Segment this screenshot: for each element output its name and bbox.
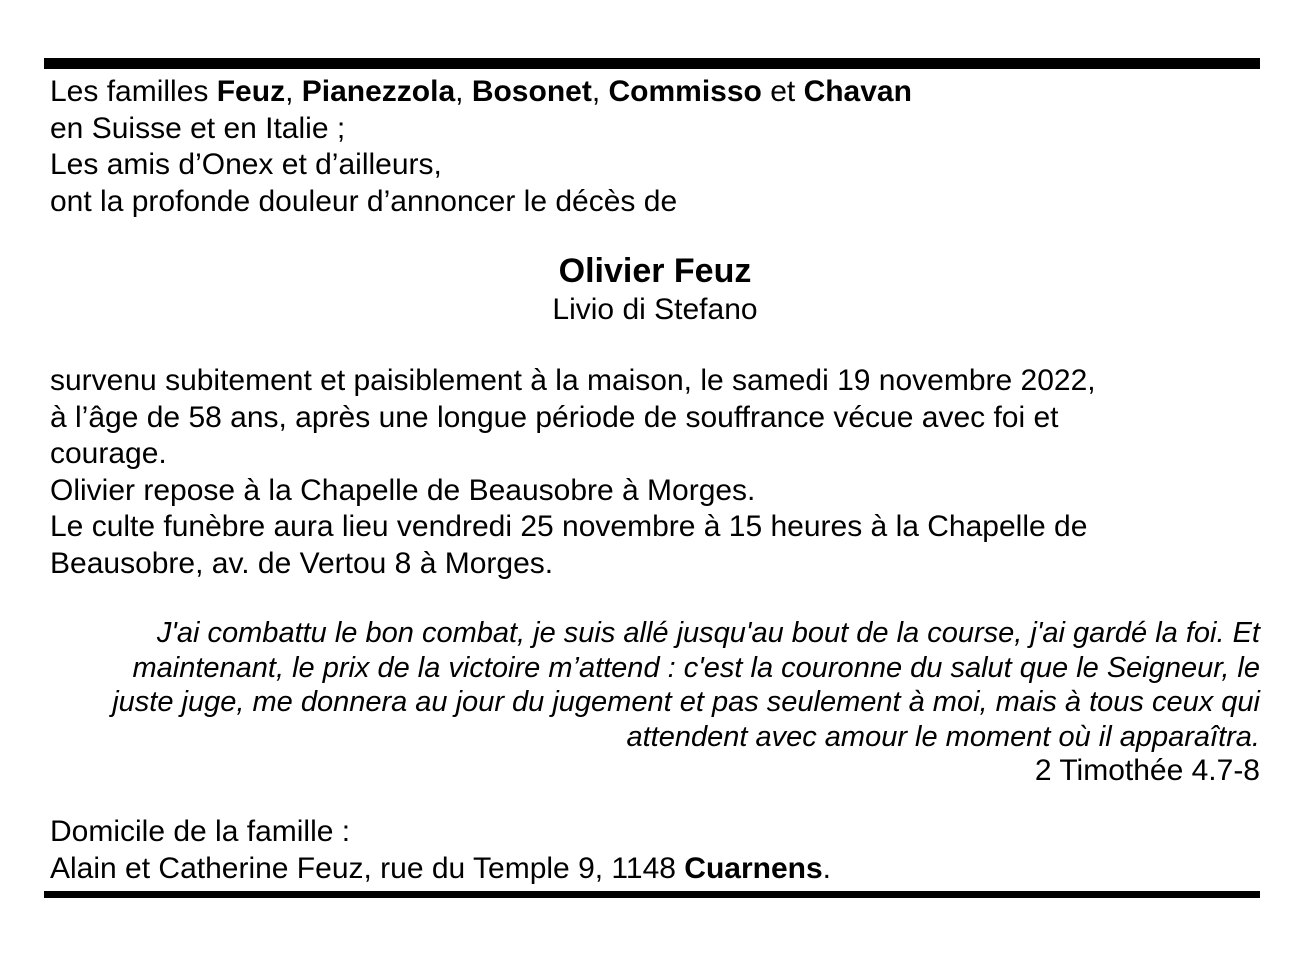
intro-friends-line: Les amis d’Onex et d’ailleurs, — [50, 148, 442, 182]
address-text: Alain et Catherine Feuz, rue du Temple 9, 1148 — [50, 851, 685, 885]
separator: , — [455, 75, 472, 108]
family-address — [50, 851, 831, 888]
details-line: survenu subitement et paisiblement à la maison, le samedi 19 novembre 2022, — [50, 364, 1096, 397]
bottom-rule — [44, 891, 1260, 898]
intro-announce-line: ont la profonde douleur d’annoncer le décès de — [50, 184, 678, 218]
deceased-filiation: Livio di Stefano — [552, 293, 758, 326]
details-line: Olivier repose à la Chapelle de Beausobre à Morges. — [50, 473, 756, 507]
family-name-chavan: Chavan — [803, 75, 912, 108]
details-line: courage. — [50, 437, 167, 471]
family-address-label: Domicile de la famille : — [50, 815, 351, 848]
address-period: . — [822, 851, 831, 885]
bible-quote — [50, 616, 1260, 789]
separator: , — [285, 75, 302, 108]
separator: , — [591, 75, 609, 108]
top-rule — [44, 58, 1260, 69]
details-line: à l’âge de 58 ans, après une longue période de souffrance vécue avec foi et — [50, 400, 1059, 434]
details-line: Le culte funèbre aura lieu vendredi 25 novembre à 15 heures à la Chapelle de — [50, 510, 1088, 544]
quote-line: J'ai combattu le bon combat, je suis allé jusqu'au bout de la course, j'ai gardé la foi. Et — [156, 617, 1260, 649]
quote-line: juste juge, me donnera au jour du jugement et pas seulement à moi, mais à tous ceux qui — [112, 686, 1260, 718]
quote-line: maintenant, le prix de la victoire m’attend : c'est la couronne du salut que le Seigneur, le — [132, 651, 1260, 684]
separator-et: et — [761, 75, 804, 108]
announcement-intro — [50, 74, 912, 220]
family-name-pianezzola: Pianezzola — [301, 75, 456, 108]
deceased-name: Olivier Feuz — [558, 252, 752, 290]
intro-prefix: Les familles — [50, 75, 217, 108]
quote-citation: 2 Timothée 4.7-8 — [1034, 754, 1260, 787]
family-name-feuz: Feuz — [216, 75, 286, 108]
details-line: Beausobre, av. de Vertou 8 à Morges. — [50, 546, 554, 580]
family-name-commisso: Commisso — [608, 75, 762, 108]
intro-countries-line: en Suisse et en Italie ; — [50, 111, 346, 145]
family-name-bosonet: Bosonet — [471, 75, 592, 108]
address-locality: Cuarnens — [684, 851, 823, 885]
family-domicile-block — [50, 814, 831, 887]
quote-line: attendent avec amour le moment où il apparaîtra. — [626, 720, 1260, 753]
notice-details — [50, 363, 1096, 583]
deceased-title-block — [50, 251, 1260, 328]
intro-families-line — [50, 74, 912, 111]
